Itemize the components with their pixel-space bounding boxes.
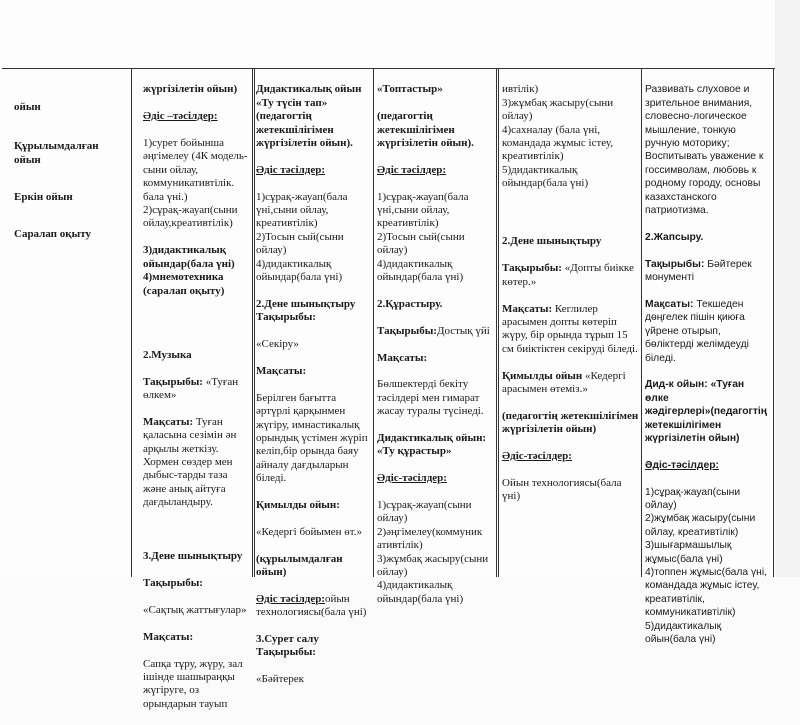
cell-text: ивтілік) 3)жұмбақ жасыру(сыни ойлау) 4)сахналау (бала үні, командада жұмыс істеу, креативтілік) 5)дидактикалық ойындар(бала үні) [502, 83, 614, 190]
section-heading: Әдіс –тәсілдер: [143, 110, 218, 123]
column-divider [496, 68, 499, 577]
label: Әдіс тәсілдер: [256, 592, 326, 605]
cell-text: «Топтастыр» [377, 83, 443, 96]
cell-text: Бәйтерек монументі [645, 258, 752, 284]
cell-text: 1)сұрақ-жауап(сыни ойлау) 2)жұмбақ жасыру(сыни ойлау, креативтілік) 3)шығармашылық жұмыс(бала үні) 4)топпен жұмыс(бала үні, командада жұмыс істеу, креативтілік, коммуникативтілік) 5)дидактикалық ойын(бала үні) [645, 486, 767, 646]
label: Тақырыбы: [645, 258, 705, 270]
label: Қимылды ойын: [256, 499, 340, 511]
cell-text: 1)сурет бойынша әңгімелеу (4К модель-сыни ойлау, коммуникативтілік. бала үні.) 2)сұрақ-жауап(сыни ойлау,креативтілік) [143, 137, 248, 230]
label: Тақырыбы: [143, 375, 203, 388]
section-heading: Әдіс тәсілдер: [256, 163, 326, 176]
label: Тақырыбы: [502, 262, 562, 275]
section-heading: 3.Сурет салу Тақырыбы: [256, 633, 319, 659]
cell-text: 1)сұрақ-жауап(бала үні,сыни ойлау, креативтілік) 2)Тосын сый(сыни ойлау) 4)дидактикалық ойындар(бала үні) [377, 190, 469, 284]
activity-type-label: ойын [14, 101, 41, 114]
day-column-1 [143, 70, 251, 725]
day-column-2 [256, 70, 369, 700]
cell-text: Берілген бағытта әртүрлі қарқынмен жүгіру, имнастикалық орындық үстімен жүріп келіп,бір орында баяу айналу дағдыларын біледі. [256, 391, 368, 485]
label: Тақырыбы: [143, 577, 203, 590]
day-column-4 [502, 70, 639, 517]
cell-text: 1)сұрақ-жауап(сыни ойлау) 2)әңгімелеу(коммуник ативтілік) 3)жұмбақ жасыру(сыни ойлау) 4)дидактикалық ойындар(бала үні) [377, 499, 489, 605]
section-heading: Әдіс тәсілдер: [377, 163, 447, 176]
cell-text: «Допты биікке көтер.» [502, 262, 634, 288]
section-heading: 2.Құрастыру. [377, 297, 443, 310]
cell-text: «Сақтық жаттығулар» [143, 604, 247, 617]
cell-text: Текшеден дөңгелек пішін қиюға үйрене отырып, бөліктерді желімдеуді біледі. [645, 298, 749, 364]
cell-text: 3)дидактикалық ойындар(бала үні) 4)мнемотехника (саралап оқыту) [143, 244, 235, 297]
label: Қимылды ойын [502, 369, 583, 382]
cell-text: «Кедергі бойымен өт.» [256, 525, 363, 538]
table-right-border [773, 68, 774, 577]
activity-type-label: Еркін ойын [14, 191, 73, 204]
section-heading: 2.Дене шынықтыру [502, 235, 602, 248]
label: (құрылымдалған ойын) [256, 552, 343, 579]
section-heading: Дидактикалық ойын «Ту түсін тап» (педагогтің жетекшілігімен жүргізілетін ойын). [256, 83, 362, 150]
cell-text: Ойын технологиясы(бала үні) [502, 476, 622, 503]
cell-text: Бөлшектерді бекіту тәсілдері мен гимарат жасау туралы түсінеді. [377, 378, 484, 418]
cell-text: Развивать слуховое и зрительное внимания, словесно-логическое мышление, тонкую ручную моторику; Воспитывать уважение к госсимволам, любовь к родному городу, основы казахстанского патриотизма. [645, 84, 764, 217]
cell-text: Достық үйі [436, 324, 490, 337]
column-divider [252, 68, 255, 577]
label: (педагогтің жетекшілігімен жүргізілетін ойын). [377, 110, 474, 150]
section-heading: Әдіс-тәсілдер: [377, 472, 447, 485]
label: Дидактикалық ойын: «Ту құрастыр» [377, 431, 487, 458]
label: Мақсаты: [645, 298, 694, 310]
label: Мақсаты: [377, 351, 428, 364]
activity-type-column [14, 70, 124, 255]
label: Дид-к ойын: «Туған өлке жәдігерлері»(педагогтің жетекшілігімен жүргізілетін ойын) [645, 379, 767, 444]
cell-text: «Бәйтерек [256, 673, 305, 686]
column-divider [373, 68, 374, 577]
cell-text: жүргізілетін ойын) [143, 83, 238, 96]
section-heading: 2.Дене шынықтыру Тақырыбы: [256, 297, 356, 324]
section-heading: 2.Музыка [143, 348, 192, 361]
table-top-border [2, 68, 775, 69]
label: Мақсаты: [143, 630, 194, 643]
day-column-3 [377, 70, 495, 620]
activity-type-label: Құрылымдалған ойын [14, 140, 99, 166]
day-column-5 [645, 70, 769, 660]
cell-text: Туған қаласына сезімін ән арқылы жеткізу. Хормен сөздер мен дыбыс-тарды таза және анық айтуға дағдыландыру. [143, 415, 237, 509]
section-heading: Әдіс-тәсілдер: [645, 459, 719, 471]
scan-margin [775, 0, 800, 577]
section-heading: 2.Жапсыру. [645, 231, 704, 243]
cell-text: «Секіру» [256, 338, 299, 351]
column-divider [641, 68, 642, 577]
label: (педагогтің жетекшілігімен жүргізілетін ойын) [502, 409, 639, 436]
cell-text: «Туған өлкем» [143, 375, 239, 401]
cell-text: ойын технологиясы(бала үні) [256, 592, 367, 619]
section-heading: 3.Дене шынықтыру [143, 550, 243, 563]
column-divider [131, 68, 132, 577]
cell-text: «Кедергі арасымен өтеміз.» [502, 369, 626, 395]
label: Мақсаты: [256, 364, 307, 377]
label: Мақсаты: [143, 415, 194, 428]
cell-text: Сапқа тұру, жүру, зал ішінде шашыраңқы жүгіруге, оз орындарын тауып [143, 657, 243, 710]
label: Мақсаты: [502, 302, 553, 315]
label: Тақырыбы: [377, 324, 437, 337]
activity-type-label: Саралап оқыту [14, 228, 91, 241]
cell-text: 1)сұрақ-жауап(бала үні,сыни ойлау, креативтілік) 2)Тосын сый(сыни ойлау) 4)дидактикалық ойындар(бала үні) [256, 190, 348, 284]
cell-text: Кеглилер арасымен допты көтеріп жүру, бір орында тұрып 15 см биіктіктен секіруді біледі. [502, 302, 638, 355]
section-heading: Әдіс-тәсілдер: [502, 449, 572, 462]
